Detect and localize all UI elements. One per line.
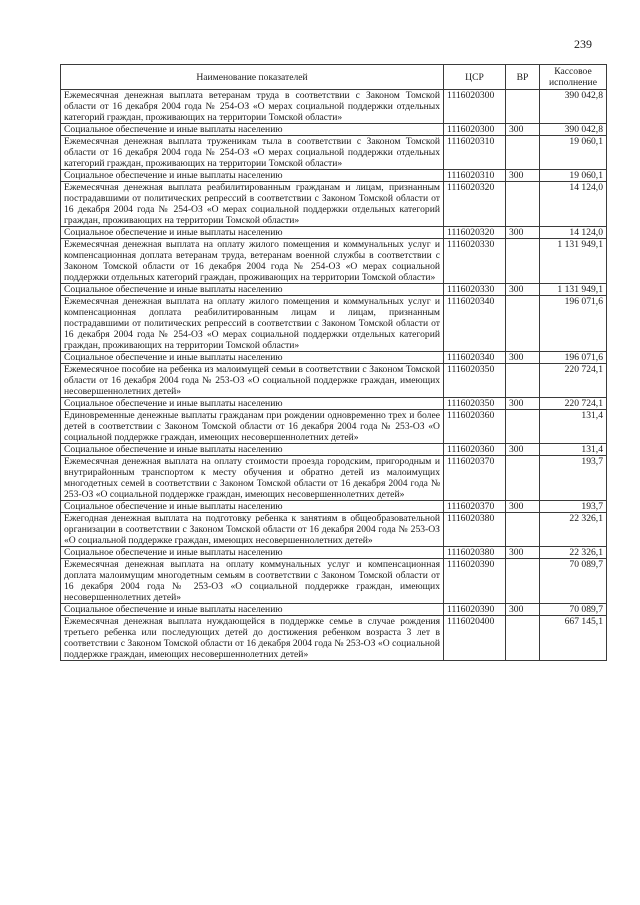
amount-cell: 131,4 — [540, 444, 607, 456]
amount-cell: 1 131 949,1 — [540, 284, 607, 296]
header-vr: ВР — [506, 65, 540, 90]
amount-cell: 193,7 — [540, 501, 607, 513]
csr-cell: 1116020310 — [444, 170, 506, 182]
vr-cell: 300 — [506, 352, 540, 364]
vr-cell: 300 — [506, 170, 540, 182]
csr-cell: 1116020390 — [444, 604, 506, 616]
csr-cell: 1116020360 — [444, 410, 506, 444]
vr-cell: 300 — [506, 284, 540, 296]
csr-cell: 1116020380 — [444, 547, 506, 559]
table-row — [61, 227, 607, 239]
indicator-name-cell: Ежемесячная денежная выплата нуждающейся в поддержке семье в случае рождения третьего ребенка или последующих детей до достижения ребенком возраста 3 лет в соответствии с Законом Томской области от 16 декабря 2004 года № 253-ОЗ «О социальной поддержке граждан, имеющих несовершеннолетних детей» — [61, 616, 444, 661]
vr-cell — [506, 90, 540, 124]
table-row — [61, 444, 607, 456]
csr-cell: 1116020330 — [444, 284, 506, 296]
csr-cell: 1116020340 — [444, 352, 506, 364]
header-indicator-name: Наименование показателей — [61, 65, 444, 90]
csr-cell: 1116020390 — [444, 559, 506, 604]
header-csr: ЦСР — [444, 65, 506, 90]
amount-cell: 19 060,1 — [540, 170, 607, 182]
csr-cell: 1116020340 — [444, 296, 506, 352]
vr-cell — [506, 364, 540, 398]
indicator-name-cell: Социальное обеспечение и иные выплаты населению — [61, 501, 444, 513]
amount-cell: 19 060,1 — [540, 136, 607, 170]
table-row — [61, 352, 607, 364]
table-row — [61, 501, 607, 513]
vr-cell — [506, 559, 540, 604]
amount-cell: 220 724,1 — [540, 364, 607, 398]
table-row — [61, 124, 607, 136]
indicator-name-cell: Ежемесячная денежная выплата на оплату коммунальных услуг и компенсационная доплата малоимущим многодетным семьям в соответствии с Законом Томской области от 16 декабря 2004 года № 253-ОЗ «О социальной поддержке граждан, имеющих несовершеннолетних детей» — [61, 559, 444, 604]
indicator-name-cell: Ежемесячная денежная выплата на оплату жилого помещения и коммунальных услуг и компенсационная доплата реабилитированным лицам и лицам, признанным пострадавшими от политических репрессий в соответствии с Законом Томской области от 16 декабря 2004 года № 254-ОЗ «О мерах социальной поддержки отдельных категорий граждан, проживающих на территории Томской области» — [61, 296, 444, 352]
indicator-name-cell: Ежемесячная денежная выплата на оплату жилого помещения и коммунальных услуг и компенсационная доплата ветеранам труда, ветеранам военной службы в соответствии с Законом Томской области от 16 декабря 2004 года № 254-ОЗ «О мерах социальной поддержки отдельных категорий граждан, проживающих на территории Томской области» — [61, 239, 444, 284]
amount-cell: 22 326,1 — [540, 513, 607, 547]
table-row — [61, 170, 607, 182]
amount-cell: 14 124,0 — [540, 182, 607, 227]
vr-cell — [506, 239, 540, 284]
indicator-name-cell: Ежегодная денежная выплата на подготовку ребенка к занятиям в общеобразовательной организации в соответствии с Законом Томской области от 16 декабря 2004 года № 253-ОЗ «О социальной поддержке граждан, имеющих несовершеннолетних детей» — [61, 513, 444, 547]
vr-cell: 300 — [506, 398, 540, 410]
vr-cell — [506, 456, 540, 501]
csr-cell: 1116020300 — [444, 90, 506, 124]
indicator-name-cell: Социальное обеспечение и иные выплаты населению — [61, 170, 444, 182]
amount-cell: 70 089,7 — [540, 604, 607, 616]
amount-cell: 70 089,7 — [540, 559, 607, 604]
header-cash-execution: Кассовое исполнение — [540, 65, 607, 90]
table-row — [61, 456, 607, 501]
table-row — [61, 296, 607, 352]
vr-cell — [506, 513, 540, 547]
table-row — [61, 547, 607, 559]
table-row — [61, 398, 607, 410]
indicator-name-cell: Ежемесячная денежная выплата реабилитированным гражданам и лицам, признанным пострадавшими от политических репрессий в соответствии с Законом Томской области от 16 декабря 2004 года № 254-ОЗ «О мерах социальной поддержки отдельных категорий граждан, проживающих на территории Томской области» — [61, 182, 444, 227]
csr-cell: 1116020350 — [444, 364, 506, 398]
table-row — [61, 410, 607, 444]
table-row — [61, 90, 607, 124]
indicator-name-cell: Социальное обеспечение и иные выплаты населению — [61, 284, 444, 296]
amount-cell: 131,4 — [540, 410, 607, 444]
table-row — [61, 239, 607, 284]
budget-execution-table — [60, 64, 607, 661]
indicator-name-cell: Ежемесячная денежная выплата труженикам тыла в соответствии с Законом Томской области от 16 декабря 2004 года № 254-ОЗ «О мерах социальной поддержки отдельных категорий граждан, проживающих на территории Томской области» — [61, 136, 444, 170]
indicator-name-cell: Социальное обеспечение и иные выплаты населению — [61, 227, 444, 239]
vr-cell: 300 — [506, 604, 540, 616]
vr-cell — [506, 410, 540, 444]
table-row — [61, 284, 607, 296]
indicator-name-cell: Социальное обеспечение и иные выплаты населению — [61, 398, 444, 410]
table-row — [61, 559, 607, 604]
table-row — [61, 136, 607, 170]
vr-cell: 300 — [506, 547, 540, 559]
vr-cell: 300 — [506, 124, 540, 136]
amount-cell: 14 124,0 — [540, 227, 607, 239]
csr-cell: 1116020350 — [444, 398, 506, 410]
vr-cell — [506, 616, 540, 661]
page-number: 239 — [574, 37, 592, 51]
csr-cell: 1116020320 — [444, 227, 506, 239]
vr-cell: 300 — [506, 444, 540, 456]
csr-cell: 1116020400 — [444, 616, 506, 661]
csr-cell: 1116020300 — [444, 124, 506, 136]
csr-cell: 1116020370 — [444, 456, 506, 501]
table-body — [61, 90, 607, 661]
indicator-name-cell: Социальное обеспечение и иные выплаты населению — [61, 604, 444, 616]
indicator-name-cell: Социальное обеспечение и иные выплаты населению — [61, 352, 444, 364]
amount-cell: 667 145,1 — [540, 616, 607, 661]
indicator-name-cell: Ежемесячное пособие на ребенка из малоимущей семьи в соответствии с Законом Томской области от 16 декабря 2004 года № 253-ОЗ «О социальной поддержке граждан, имеющих несовершеннолетних детей» — [61, 364, 444, 398]
indicator-name-cell: Социальное обеспечение и иные выплаты населению — [61, 124, 444, 136]
amount-cell: 196 071,6 — [540, 296, 607, 352]
vr-cell: 300 — [506, 227, 540, 239]
table-row — [61, 513, 607, 547]
indicator-name-cell: Социальное обеспечение и иные выплаты населению — [61, 444, 444, 456]
indicator-name-cell: Ежемесячная денежная выплата ветеранам труда в соответствии с Законом Томской области от 16 декабря 2004 года № 254-ОЗ «О мерах социальной поддержки отдельных категорий граждан, проживающих на территории Томской области» — [61, 90, 444, 124]
csr-cell: 1116020330 — [444, 239, 506, 284]
table-row — [61, 182, 607, 227]
table-row — [61, 616, 607, 661]
table-header-row — [61, 65, 607, 90]
indicator-name-cell: Социальное обеспечение и иные выплаты населению — [61, 547, 444, 559]
vr-cell — [506, 182, 540, 227]
amount-cell: 193,7 — [540, 456, 607, 501]
csr-cell: 1116020360 — [444, 444, 506, 456]
amount-cell: 390 042,8 — [540, 124, 607, 136]
amount-cell: 1 131 949,1 — [540, 239, 607, 284]
table-row — [61, 364, 607, 398]
table-row — [61, 604, 607, 616]
amount-cell: 220 724,1 — [540, 398, 607, 410]
vr-cell — [506, 296, 540, 352]
indicator-name-cell: Ежемесячная денежная выплата на оплату стоимости проезда городским, пригородным и внутрирайонным транспортом к месту обучения и обратно детей из малоимущих многодетных семей в соответствии с Законом Томской области от 16 декабря 2004 года № 253-ОЗ «О социальной поддержке граждан, имеющих несовершеннолетних детей» — [61, 456, 444, 501]
csr-cell: 1116020320 — [444, 182, 506, 227]
amount-cell: 390 042,8 — [540, 90, 607, 124]
csr-cell: 1116020370 — [444, 501, 506, 513]
indicator-name-cell: Единовременные денежные выплаты гражданам при рождении одновременно трех и более детей в соответствии с Законом Томской области от 16 декабря 2004 года № 253-ОЗ «О социальной поддержке граждан, имеющих несовершеннолетних детей» — [61, 410, 444, 444]
csr-cell: 1116020310 — [444, 136, 506, 170]
amount-cell: 196 071,6 — [540, 352, 607, 364]
amount-cell: 22 326,1 — [540, 547, 607, 559]
vr-cell: 300 — [506, 501, 540, 513]
vr-cell — [506, 136, 540, 170]
csr-cell: 1116020380 — [444, 513, 506, 547]
